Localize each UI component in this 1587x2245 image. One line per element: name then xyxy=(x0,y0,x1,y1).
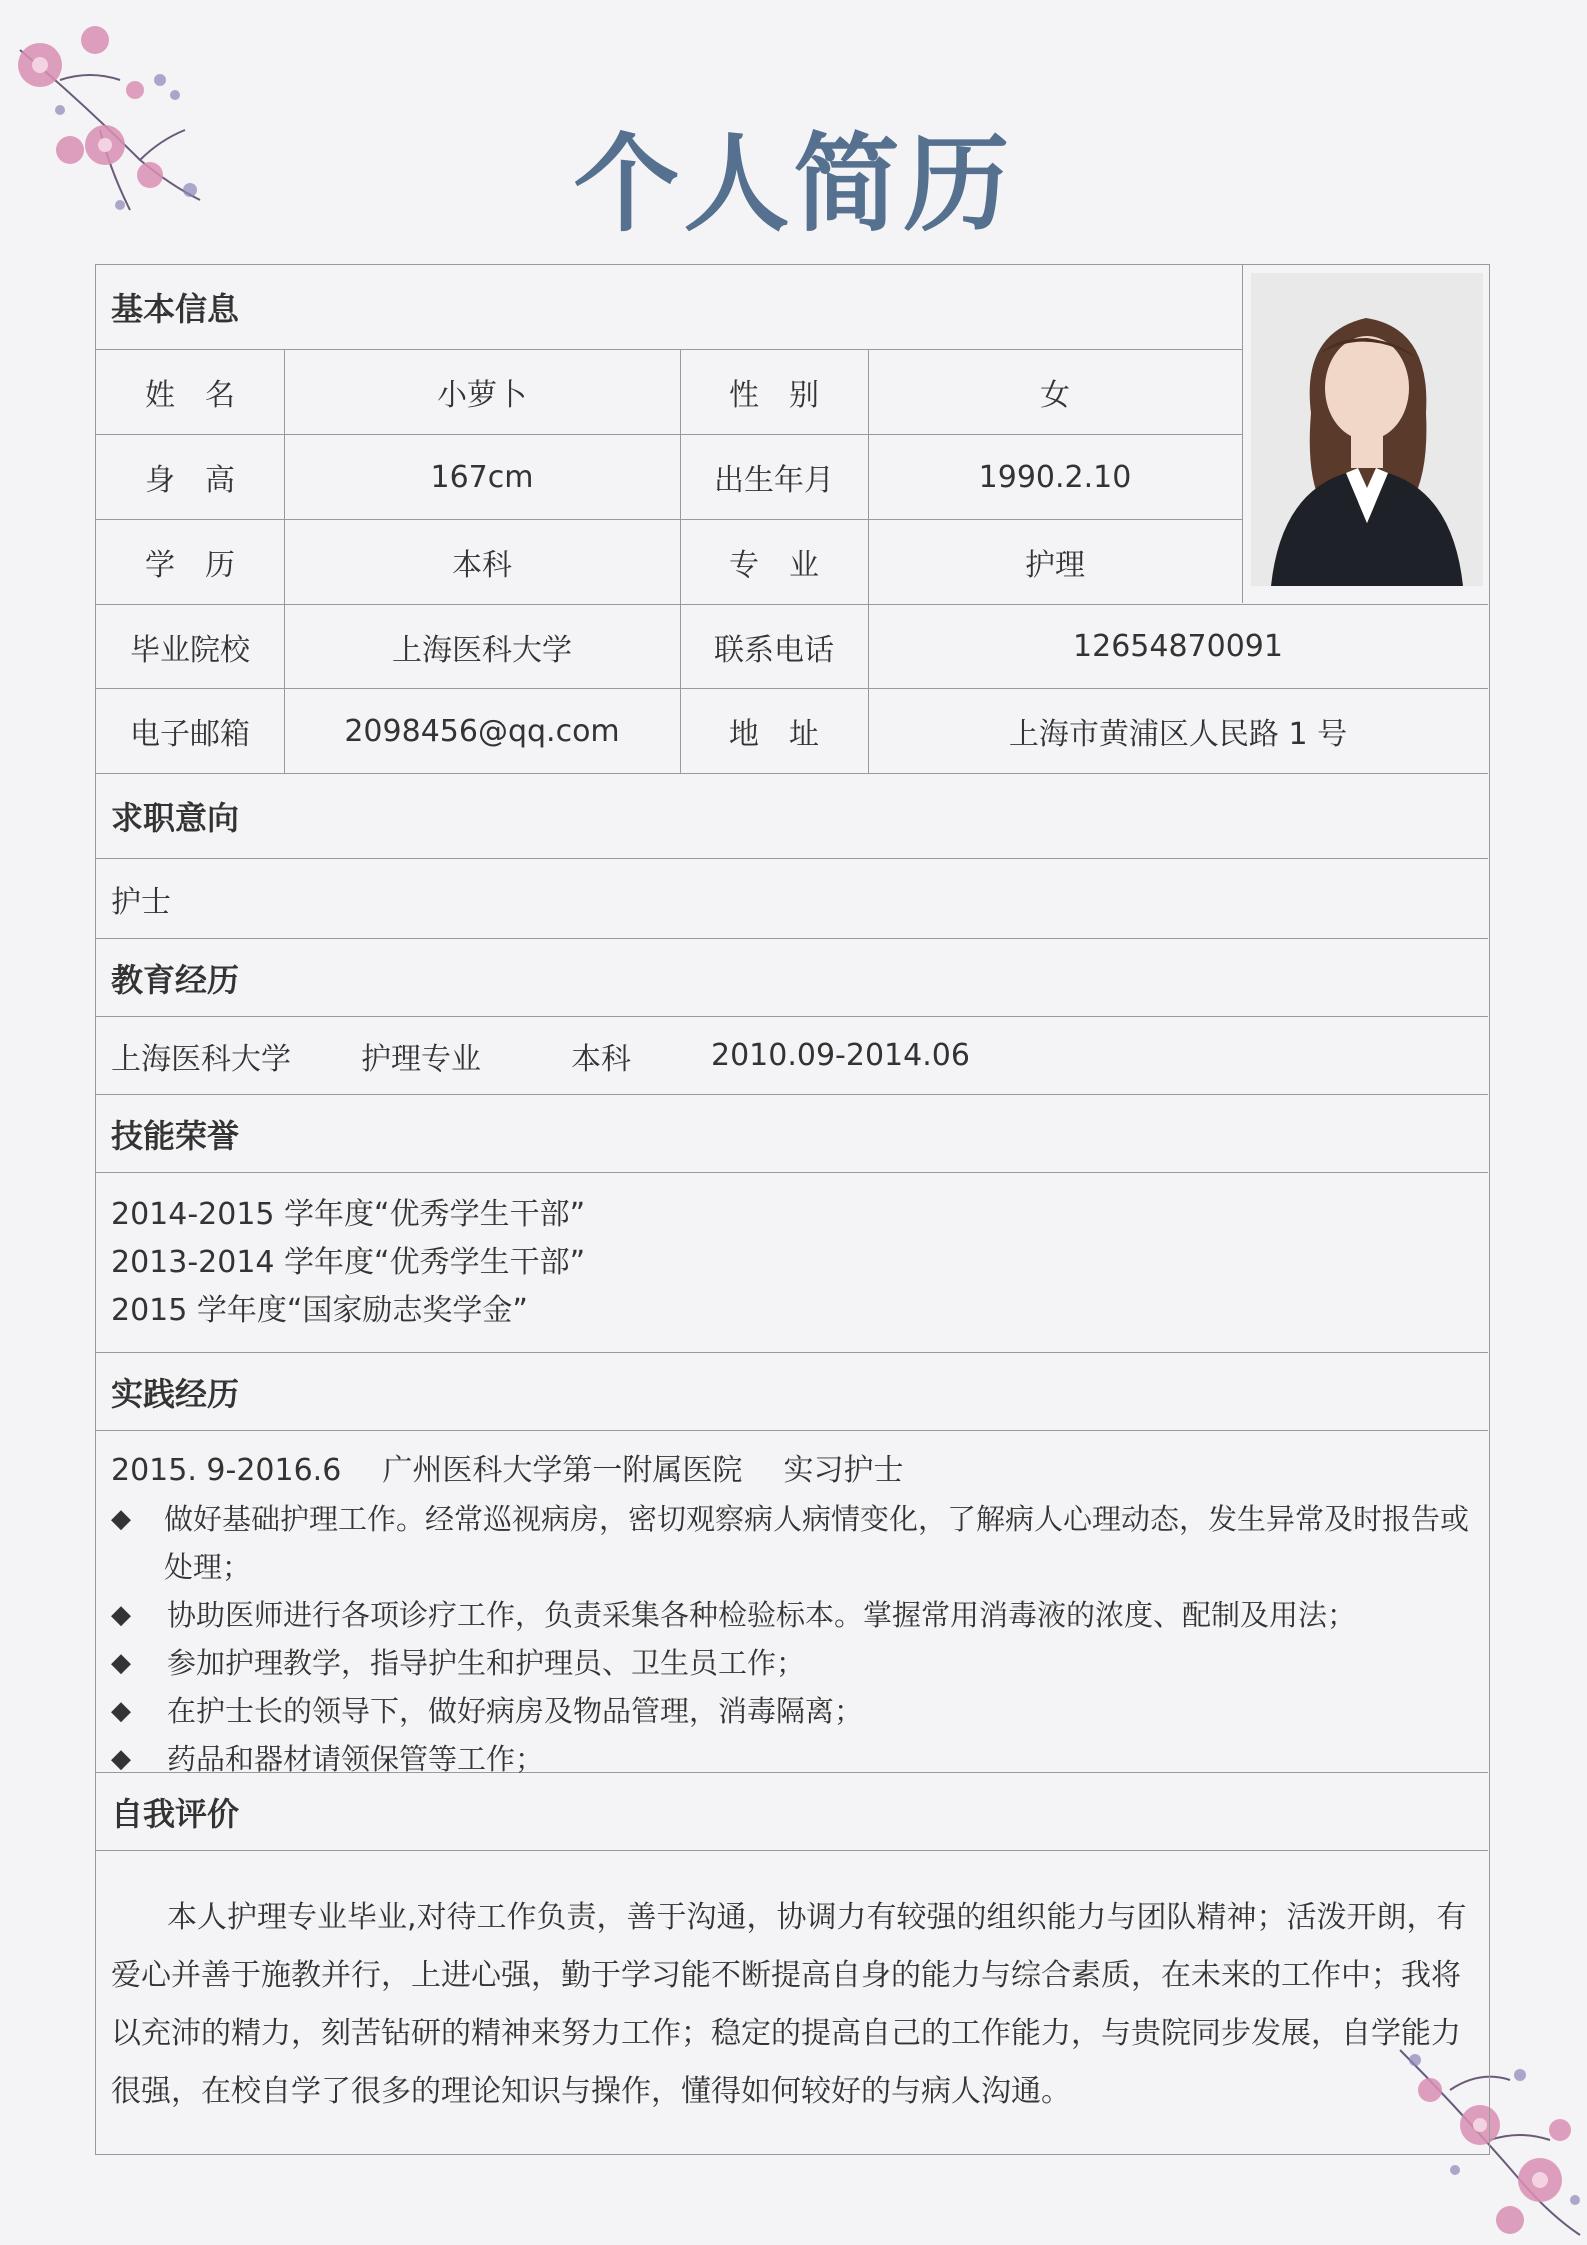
label-education: 学 历 xyxy=(145,548,235,583)
basic-info-row xyxy=(96,350,1242,435)
self-eval-text: 本人护理专业毕业,对待工作负责，善于沟通，协调力有较强的组织能力与团队精神；活泼开朗，有爱心并善于施教并行，上进心强，勤于学习能不断提高自身的能力与综合素质，在未来的工作中；我将以充沛的精力，刻苦钻研的精神来努力工作；稳定的提高自己的工作能力，与贵院同步发展，自学能力很强，在校自学了很多的理论知识与操作，懂得如何较好的与病人沟通。 xyxy=(111,1900,1467,2109)
practice-period: 2015. 9-2016.6 xyxy=(111,1453,342,1488)
basic-info-header xyxy=(96,265,1242,350)
honors-list xyxy=(111,1191,585,1335)
value-height: 167cm xyxy=(430,459,534,495)
list-item: ◆ 做好基础护理工作。经常巡视病房，密切观察病人病情变化，了解病人心理动态，发生异常及时报告或处理； xyxy=(111,1495,1481,1591)
value-school: 上海医科大学 xyxy=(392,632,572,668)
diamond-bullet-icon: ◆ xyxy=(111,1600,131,1630)
list-item: 2013-2014 学年度“优秀学生干部” xyxy=(111,1245,586,1280)
education-period: 2010.09-2014.06 xyxy=(711,1038,970,1073)
list-item: ◆ 协助医师进行各项诊疗工作，负责采集各种检验标本。掌握常用消毒液的浓度、配制及用法； xyxy=(111,1591,1481,1639)
self-eval-header xyxy=(96,1773,1488,1851)
label-height: 身 高 xyxy=(145,463,235,498)
basic-info-row xyxy=(96,605,1488,689)
value-address: 上海市黄浦区人民路 1 号 xyxy=(1008,717,1348,752)
value-major: 护理 xyxy=(1025,548,1085,583)
basic-info-row xyxy=(96,689,1488,774)
education-school: 上海医科大学 xyxy=(111,1041,291,1077)
diamond-bullet-icon: ◆ xyxy=(111,1696,131,1726)
label-major: 专 业 xyxy=(729,548,819,583)
honors-body xyxy=(96,1173,1488,1353)
value-email: 2098456@qq.com xyxy=(344,713,620,749)
label-email: 电子邮箱 xyxy=(130,717,250,752)
job-intent-body xyxy=(96,859,1488,939)
list-item: ◆ 参加护理教学，指导护生和护理员、卫生员工作； xyxy=(111,1639,1481,1687)
label-name: 姓 名 xyxy=(145,378,235,413)
value-gender: 女 xyxy=(1040,378,1070,413)
education-body xyxy=(96,1017,1488,1095)
section-title-education: 教育经历 xyxy=(111,960,240,999)
list-item: ◆ 药品和器材请领保管等工作； xyxy=(111,1735,1481,1783)
practice-summary xyxy=(111,1447,1481,1495)
education-major: 护理专业 xyxy=(361,1041,481,1077)
section-title-job-intent: 求职意向 xyxy=(111,799,240,837)
basic-info-row xyxy=(96,520,1488,605)
practice-header xyxy=(96,1353,1488,1431)
label-phone: 联系电话 xyxy=(714,632,834,668)
practice-role: 实习护士 xyxy=(783,1453,904,1488)
honors-header xyxy=(96,1095,1488,1173)
value-name: 小萝卜 xyxy=(437,378,527,413)
label-address: 地 址 xyxy=(729,717,819,752)
diamond-bullet-icon: ◆ xyxy=(111,1504,131,1534)
education-degree: 本科 xyxy=(571,1041,631,1077)
page-title: 个人简历 xyxy=(573,123,1014,246)
label-school: 毕业院校 xyxy=(130,632,250,668)
practice-org: 广州医科大学第一附属医院 xyxy=(382,1453,743,1488)
diamond-bullet-icon: ◆ xyxy=(111,1648,131,1678)
list-item: 2015 学年度“国家励志奖学金” xyxy=(111,1293,528,1328)
basic-info-row xyxy=(96,435,1242,520)
section-title-honors: 技能荣誉 xyxy=(111,1116,240,1155)
label-gender: 性 别 xyxy=(729,378,819,413)
self-eval-body xyxy=(96,1851,1488,2154)
practice-body xyxy=(96,1431,1488,1776)
value-birth: 1990.2.10 xyxy=(978,459,1132,495)
list-item: ◆ 在护士长的领导下，做好病房及物品管理，消毒隔离； xyxy=(111,1687,1481,1735)
job-intent-header xyxy=(96,774,1488,859)
label-birth: 出生年月 xyxy=(714,463,834,498)
value-education: 本科 xyxy=(452,548,512,583)
value-phone: 12654870091 xyxy=(1073,629,1283,664)
section-title-practice: 实践经历 xyxy=(111,1374,240,1413)
list-item: 2014-2015 学年度“优秀学生干部” xyxy=(111,1197,586,1232)
job-intent-value: 护士 xyxy=(111,884,171,920)
education-header xyxy=(96,939,1488,1017)
practice-content xyxy=(111,1447,1481,1783)
section-title-self-eval: 自我评价 xyxy=(111,1794,240,1833)
resume-table xyxy=(95,264,1490,2155)
diamond-bullet-icon: ◆ xyxy=(111,1744,131,1774)
section-title-basic-info: 基本信息 xyxy=(111,290,240,328)
